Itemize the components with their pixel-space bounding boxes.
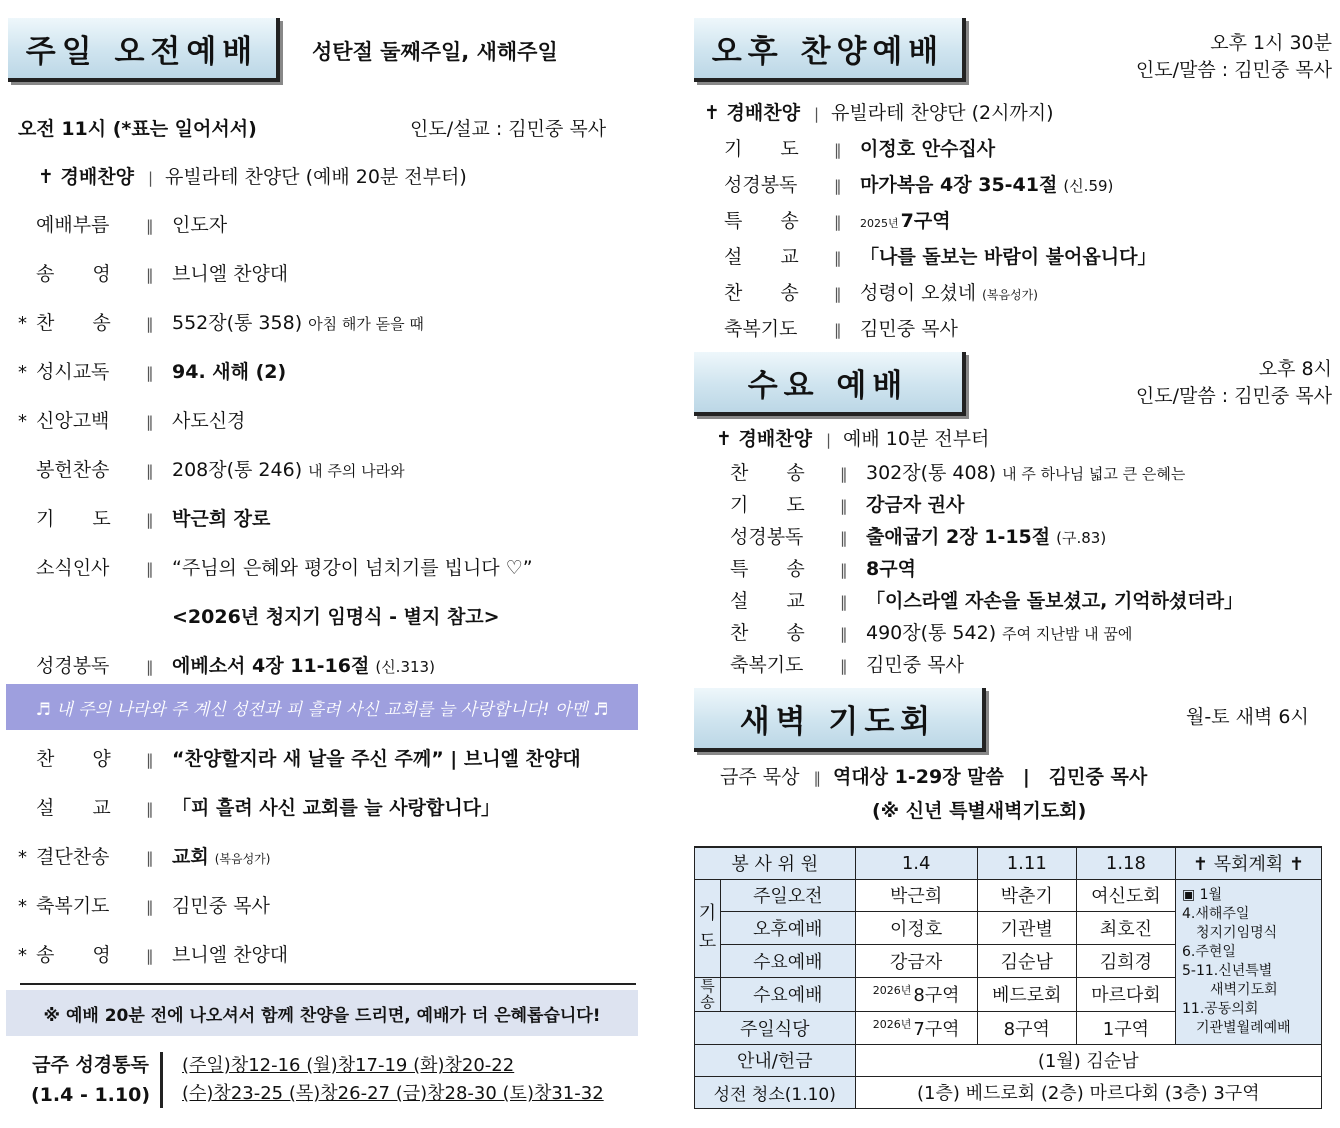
table-row bbox=[695, 879, 1322, 912]
row-name: 주일오전 bbox=[721, 879, 856, 912]
stand-marker: * bbox=[18, 313, 27, 334]
order-note: (신.59) bbox=[1063, 177, 1114, 195]
cell: (1월) 김순남 bbox=[855, 1044, 1321, 1076]
order-item bbox=[18, 455, 405, 482]
row-name: 안내/헌금 bbox=[695, 1044, 856, 1076]
dawn-title: 새벽 기도회 bbox=[694, 688, 986, 752]
order-label: 설 교 bbox=[730, 590, 805, 612]
order-label: 송 영 bbox=[36, 263, 111, 285]
order-value: 교회 bbox=[172, 846, 209, 868]
order-item bbox=[724, 314, 958, 341]
order-value: “주님의 은혜와 평강이 넘치기를 빕니다 ♡” bbox=[172, 557, 533, 579]
order-value: 박근희 장로 bbox=[172, 508, 271, 530]
header-date-2: 1.11 bbox=[977, 847, 1076, 879]
separator: ‖ bbox=[146, 947, 154, 965]
plan-cell bbox=[1176, 879, 1322, 1044]
separator: ‖ bbox=[834, 249, 842, 267]
separator: ‖ bbox=[840, 657, 848, 675]
row-name: 수요예배 bbox=[721, 945, 856, 978]
order-value: 490장(통 542) bbox=[866, 622, 997, 644]
divider bbox=[20, 983, 636, 985]
order-label: 기 도 bbox=[724, 138, 799, 160]
separator: ‖ bbox=[146, 849, 154, 867]
afternoon-leader: 인도/말씀 : 김민중 목사 bbox=[1135, 59, 1332, 81]
order-value: 「나를 돌보는 바람이 불어옵니다」 bbox=[860, 246, 1157, 268]
separator: ‖ bbox=[834, 177, 842, 195]
afternoon-title: 오후 찬양예배 bbox=[694, 18, 966, 82]
order-item bbox=[18, 553, 533, 580]
separator: ‖ bbox=[840, 561, 848, 579]
reading-line-2: (수)창23-25 (목)창26-27 (금)창28-30 (토)창31-32 bbox=[182, 1083, 604, 1104]
order-label: 성시교독 bbox=[36, 361, 110, 383]
service-table bbox=[694, 846, 1322, 1109]
order-value: 7구역 bbox=[900, 210, 951, 232]
order-label: 기 도 bbox=[730, 494, 805, 516]
plan-item: 새벽기도회 bbox=[1182, 981, 1278, 998]
order-item bbox=[730, 586, 1243, 613]
cell: 마르다회 bbox=[1076, 977, 1175, 1011]
order-value: 94. 새해 (2) bbox=[172, 361, 287, 383]
order-item bbox=[730, 650, 964, 677]
separator: | bbox=[813, 105, 820, 123]
order-label: 찬 송 bbox=[730, 462, 805, 484]
cell: 강금자 bbox=[855, 945, 977, 978]
order-item bbox=[730, 618, 1132, 645]
reading-divider bbox=[160, 1052, 163, 1108]
order-label: 축복기도 bbox=[36, 895, 110, 917]
intro-label: ✝ 경배찬양 bbox=[38, 166, 134, 188]
row-name: 수요예배 bbox=[721, 977, 856, 1011]
wednesday-time: 오후 8시 bbox=[1258, 358, 1332, 380]
order-value: <2026년 청지기 임명식 - 별지 참고> bbox=[172, 606, 500, 628]
order-label: 성경봉독 bbox=[724, 174, 798, 196]
order-item bbox=[730, 522, 1106, 549]
afternoon-intro bbox=[704, 98, 1054, 125]
stand-marker: * bbox=[18, 847, 27, 868]
order-label: 기 도 bbox=[36, 508, 111, 530]
plan-item: 기관별월례예배 bbox=[1182, 1019, 1291, 1036]
intro-value: 유빌라테 찬양단 (예배 20분 전부터) bbox=[165, 166, 467, 188]
table-header-row bbox=[695, 847, 1322, 879]
order-label: 결단찬송 bbox=[36, 846, 110, 868]
order-item bbox=[18, 210, 227, 237]
separator: ‖ bbox=[146, 364, 154, 382]
order-item bbox=[724, 170, 1113, 197]
order-item bbox=[18, 602, 500, 629]
group-special: 특송 bbox=[695, 977, 721, 1011]
order-note: (복음성가) bbox=[982, 288, 1038, 302]
order-value: “찬양할지라 새 날을 주신 주께” | 브니엘 찬양대 bbox=[172, 748, 581, 770]
separator: ‖ bbox=[146, 658, 154, 676]
cell: 최호진 bbox=[1076, 912, 1175, 945]
separator: | bbox=[147, 169, 154, 187]
reading-schedule bbox=[182, 1052, 604, 1108]
order-label: 특 송 bbox=[730, 558, 805, 580]
stand-marker: * bbox=[18, 896, 27, 917]
order-label: 축복기도 bbox=[730, 654, 804, 676]
order-label: 특 송 bbox=[724, 210, 799, 232]
cell: 베드로회 bbox=[977, 977, 1076, 1011]
order-item bbox=[18, 308, 424, 335]
reading-line-1: (주일)창12-16 (월)창17-19 (화)창20-22 bbox=[182, 1055, 515, 1076]
order-value: 출애굽기 2장 1-15절 bbox=[866, 526, 1051, 548]
order-item bbox=[18, 744, 581, 771]
love-banner: ♬ 내 주의 나라와 주 계신 성전과 피 흘려 사신 교회를 늘 사랑합니다! 아멘 ♬ bbox=[6, 684, 638, 730]
order-note: 아침 해가 돋을 때 bbox=[308, 315, 424, 333]
order-value: 208장(통 246) bbox=[172, 459, 303, 481]
order-item bbox=[18, 651, 435, 678]
cell: 1구역 bbox=[1076, 1011, 1175, 1044]
dawn-value: 역대상 1-29장 말씀 | 김민중 목사 bbox=[832, 766, 1148, 788]
order-label: 설 교 bbox=[724, 246, 799, 268]
year-sup: 2025년 bbox=[860, 217, 899, 230]
header-date-1: 1.4 bbox=[855, 847, 977, 879]
order-item bbox=[724, 278, 1038, 305]
time-line: 오전 11시 (*표는 일어서서) bbox=[18, 118, 257, 140]
order-item bbox=[730, 458, 1185, 485]
stand-marker: * bbox=[18, 362, 27, 383]
cell: 김희경 bbox=[1076, 945, 1175, 978]
separator: ‖ bbox=[146, 413, 154, 431]
cell bbox=[855, 977, 977, 1011]
plan-item: ▣ 1월 bbox=[1182, 886, 1223, 903]
table-row bbox=[695, 1076, 1322, 1108]
separator: ‖ bbox=[146, 217, 154, 235]
order-item bbox=[724, 206, 951, 233]
morning-time bbox=[18, 114, 257, 141]
dawn-label: 금주 묵상 bbox=[720, 766, 800, 788]
order-note: (신.313) bbox=[375, 658, 435, 676]
order-label: 봉헌찬송 bbox=[36, 459, 110, 481]
order-item bbox=[18, 504, 270, 531]
order-value: 8구역 bbox=[866, 558, 916, 580]
afternoon-time: 오후 1시 30분 bbox=[1210, 32, 1332, 54]
reading-range: (1.4 - 1.10) bbox=[30, 1084, 151, 1106]
order-value: 「이스라엘 자손을 돌보셨고, 기억하셨더라」 bbox=[866, 590, 1244, 612]
order-item bbox=[730, 490, 964, 517]
order-label: 소식인사 bbox=[36, 557, 110, 579]
year-sup: 2026년 bbox=[872, 984, 912, 998]
intro-value: 예배 10분 전부터 bbox=[843, 428, 990, 450]
order-item bbox=[724, 242, 1156, 269]
separator: ‖ bbox=[146, 898, 154, 916]
stand-marker: * bbox=[18, 945, 27, 966]
order-label: 찬 송 bbox=[724, 282, 799, 304]
intro-value: 유빌라테 찬양단 (2시까지) bbox=[831, 102, 1054, 124]
order-item bbox=[18, 357, 286, 384]
wednesday-title: 수요 예배 bbox=[694, 352, 966, 416]
wednesday-leader: 인도/말씀 : 김민중 목사 bbox=[1135, 385, 1332, 407]
separator: ‖ bbox=[146, 800, 154, 818]
dawn-note: (※ 신년 특별새벽기도회) bbox=[872, 800, 1087, 822]
dawn-time: 월-토 새벽 6시 bbox=[1186, 706, 1309, 728]
group-prayer: 기도 bbox=[695, 879, 721, 977]
cell bbox=[855, 1011, 977, 1044]
order-item bbox=[18, 842, 270, 869]
order-label: 찬 송 bbox=[36, 312, 111, 334]
plan-item: 5-11.신년특별 bbox=[1182, 962, 1273, 979]
order-note: (구.83) bbox=[1056, 529, 1107, 547]
cell: 이정호 bbox=[855, 912, 977, 945]
order-item bbox=[18, 891, 270, 918]
year-sup: 2026년 bbox=[872, 1017, 912, 1031]
order-note: 주여 지난밤 내 꿈에 bbox=[1002, 625, 1133, 643]
order-item bbox=[18, 793, 500, 820]
cell: 박근희 bbox=[855, 879, 977, 912]
order-value: 김민중 목사 bbox=[172, 895, 270, 917]
order-note: 내 주 하나님 넓고 큰 은혜는 bbox=[1002, 465, 1186, 483]
row-name: 오후예배 bbox=[721, 912, 856, 945]
order-item bbox=[730, 554, 916, 581]
separator: | bbox=[825, 431, 832, 449]
separator: ‖ bbox=[834, 285, 842, 303]
morning-title: 주일 오전예배 bbox=[8, 18, 280, 82]
order-note: (복음성가) bbox=[214, 852, 271, 866]
wednesday-info bbox=[1136, 356, 1332, 410]
separator: ‖ bbox=[840, 625, 848, 643]
separator: ‖ bbox=[834, 141, 842, 159]
order-value: 인도자 bbox=[172, 214, 228, 236]
order-item bbox=[18, 406, 245, 433]
order-value: 김민중 목사 bbox=[860, 318, 958, 340]
separator: ‖ bbox=[834, 213, 842, 231]
cell: 기관별 bbox=[977, 912, 1076, 945]
stand-marker: * bbox=[18, 411, 27, 432]
wednesday-intro bbox=[716, 424, 989, 451]
order-label: 예배부름 bbox=[36, 214, 110, 236]
order-item bbox=[724, 134, 995, 161]
separator: ‖ bbox=[840, 465, 848, 483]
cell: 여신도회 bbox=[1076, 879, 1175, 912]
separator: ‖ bbox=[146, 751, 154, 769]
bible-reading bbox=[18, 1050, 638, 1120]
morning-subtitle: 성탄절 둘째주일, 새해주일 bbox=[312, 40, 558, 64]
header-role: 봉 사 위 원 bbox=[695, 847, 856, 879]
separator: ‖ bbox=[146, 462, 154, 480]
morning-leader: 인도/설교 : 김민중 목사 bbox=[410, 118, 607, 140]
order-item bbox=[18, 259, 288, 286]
reading-title-block bbox=[18, 1050, 163, 1110]
separator: ‖ bbox=[146, 560, 154, 578]
order-value: 302장(통 408) bbox=[866, 462, 997, 484]
afternoon-info bbox=[1136, 30, 1332, 84]
cell: (1층) 베드로회 (2층) 마르다회 (3층) 3구역 bbox=[855, 1076, 1321, 1108]
notice-banner: ※ 예배 20분 전에 나오셔서 함께 찬양을 드리면, 예배가 더 은혜롭습니다! bbox=[6, 990, 638, 1036]
order-label: 성경봉독 bbox=[36, 655, 110, 677]
order-label: 성경봉독 bbox=[730, 526, 804, 548]
intro-label: ✝ 경배찬양 bbox=[716, 428, 812, 450]
order-label: 신앙고백 bbox=[36, 410, 110, 432]
separator: ‖ bbox=[840, 497, 848, 515]
order-value: 브니엘 찬양대 bbox=[172, 944, 289, 966]
order-label: 설 교 bbox=[36, 797, 111, 819]
order-label: 축복기도 bbox=[724, 318, 798, 340]
order-label: 찬 양 bbox=[36, 748, 111, 770]
plan-item: 4.새해주일 bbox=[1182, 905, 1250, 922]
plan-item: 11.공동의회 bbox=[1182, 1000, 1259, 1017]
separator: ‖ bbox=[146, 315, 154, 333]
order-value: 브니엘 찬양대 bbox=[172, 263, 289, 285]
separator: ‖ bbox=[834, 321, 842, 339]
cell: 김순남 bbox=[977, 945, 1076, 978]
cell: 8구역 bbox=[977, 1011, 1076, 1044]
table-row bbox=[695, 1044, 1322, 1076]
morning-intro bbox=[38, 162, 467, 189]
order-value: 「피 흘려 사신 교회를 늘 사랑합니다」 bbox=[172, 797, 501, 819]
row-name: 주일식당 bbox=[695, 1011, 856, 1044]
separator: ‖ bbox=[840, 593, 848, 611]
order-value: 에베소서 4장 11-16절 bbox=[172, 655, 370, 677]
order-value: 552장(통 358) bbox=[172, 312, 303, 334]
intro-label: ✝ 경배찬양 bbox=[704, 102, 800, 124]
cell-value: 7구역 bbox=[913, 1018, 960, 1040]
plan-item: 6.주현일 bbox=[1182, 943, 1236, 960]
order-value: 사도신경 bbox=[172, 410, 246, 432]
order-note: 내 주의 나라와 bbox=[308, 462, 405, 480]
order-value: 강금자 권사 bbox=[866, 494, 965, 516]
separator: ‖ bbox=[146, 511, 154, 529]
order-value: 마가복음 4장 35-41절 bbox=[860, 174, 1058, 196]
order-value: 김민중 목사 bbox=[866, 654, 964, 676]
cell-value: 8구역 bbox=[913, 985, 960, 1007]
row-name: 성전 청소(1.10) bbox=[695, 1076, 856, 1108]
order-label: 찬 송 bbox=[730, 622, 805, 644]
order-value: 성령이 오셨네 bbox=[860, 282, 977, 304]
separator: ‖ bbox=[813, 769, 821, 787]
cell: 박춘기 bbox=[977, 879, 1076, 912]
plan-item: 청지기임명식 bbox=[1182, 924, 1278, 941]
separator: ‖ bbox=[146, 266, 154, 284]
order-value: 이정호 안수집사 bbox=[860, 138, 996, 160]
order-item bbox=[18, 940, 288, 967]
dawn-meditation bbox=[720, 762, 1147, 789]
header-date-3: 1.18 bbox=[1076, 847, 1175, 879]
order-label: 송 영 bbox=[36, 944, 111, 966]
separator: ‖ bbox=[840, 529, 848, 547]
header-plan: ✝ 목회계획 ✝ bbox=[1176, 847, 1322, 879]
reading-title: 금주 성경통독 bbox=[32, 1054, 149, 1076]
